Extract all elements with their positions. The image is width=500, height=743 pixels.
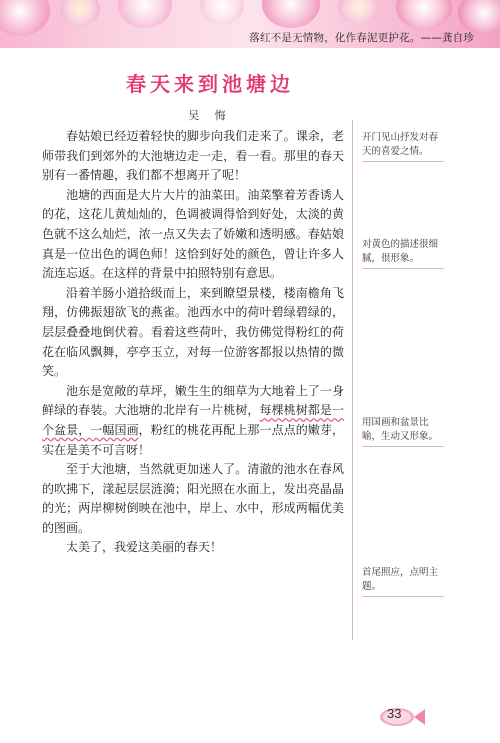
- flower-decoration-icon: [338, 0, 380, 24]
- article-author: 吴 悔: [188, 109, 232, 122]
- paragraph-5: 至于大池塘，当然就更加迷人了。清澈的池水在春风的吹拂下，漾起层层涟漪；阳光照在水面上，发出亮晶晶的光；两岸柳树倒映在池中，岸上、水中，形成两幅优美的图画。: [42, 462, 344, 535]
- paragraph-2: 池塘的西面是大片大片的油菜田。油菜擎着芳香诱人的花，这花儿黄灿灿的，色调被调得恰到好处，太淡的黄色就不这么灿烂，浓一点又失去了娇嫩和透明感。春姑娘真是一位出色的调色师！这恰到好处的颜色，曾让许多人流连忘返。在这样的背景中拍照特别有意思。: [42, 187, 344, 281]
- page-number: 33: [387, 706, 402, 721]
- paragraph-4-start: 池东是宽敞的草坪，嫩生生的细草为大地着上了一身鲜绿的春装。大池塘的北岸有一片桃树，: [42, 383, 344, 418]
- paragraph-1: 春姑娘已经迈着轻快的脚步向我们走来了。课余，老师带我们到郊外的大池塘边走一走，看一看。那里的春天别有一番情趣，我们都不想离开了呢！: [42, 129, 344, 183]
- wavy-underlined-phrase: 每棵桃树都是一个盆景，一幅国画: [42, 403, 344, 437]
- article-body: [42, 127, 344, 558]
- article-title: 春天来到池塘边: [126, 72, 294, 96]
- margin-note-1: 开门见山抒发对春天的喜爱之情。: [362, 131, 444, 162]
- floral-header-banner: [0, 0, 500, 48]
- flower-decoration-icon: [458, 0, 500, 34]
- flower-decoration-icon: [262, 0, 320, 28]
- margin-divider: [352, 120, 353, 640]
- flower-decoration-icon: [396, 0, 452, 30]
- flower-decoration-icon: [0, 0, 50, 36]
- flower-decoration-icon: [118, 0, 172, 28]
- paragraph-4-end: ，粉红的桃花再配上那一点点的嫩芽，实在是美不可言呀！: [42, 422, 344, 457]
- margin-note-3: 用国画和盆景比喻，生动又形象。: [362, 416, 444, 447]
- flower-decoration-icon: [200, 0, 244, 24]
- margin-note-2: 对黄色的描述很细腻，很形象。: [362, 238, 444, 269]
- paragraph-6: 太美了，我爱这美丽的春天！: [66, 540, 223, 555]
- flower-decoration-icon: [60, 0, 100, 26]
- fish-page-badge-icon: [377, 706, 427, 728]
- header-quote: 落红不是无情物，化作春泥更护花。——龚自珍: [249, 32, 474, 44]
- paragraph-4: [42, 382, 344, 460]
- margin-note-4: 首尾照应，点明主题。: [362, 566, 444, 597]
- paragraph-3: 沿着羊肠小道拾级而上，来到瞭望景楼，楼南檐角飞翔，仿佛振翅欲飞的燕雀。池西水中的荷叶碧绿碧绿的，层层叠叠地倒伏着。看着这些荷叶，我仿佛觉得粉红的荷花在临风飘舞，亭亭玉立，对每一位游客都报以热情的微笑。: [42, 285, 344, 379]
